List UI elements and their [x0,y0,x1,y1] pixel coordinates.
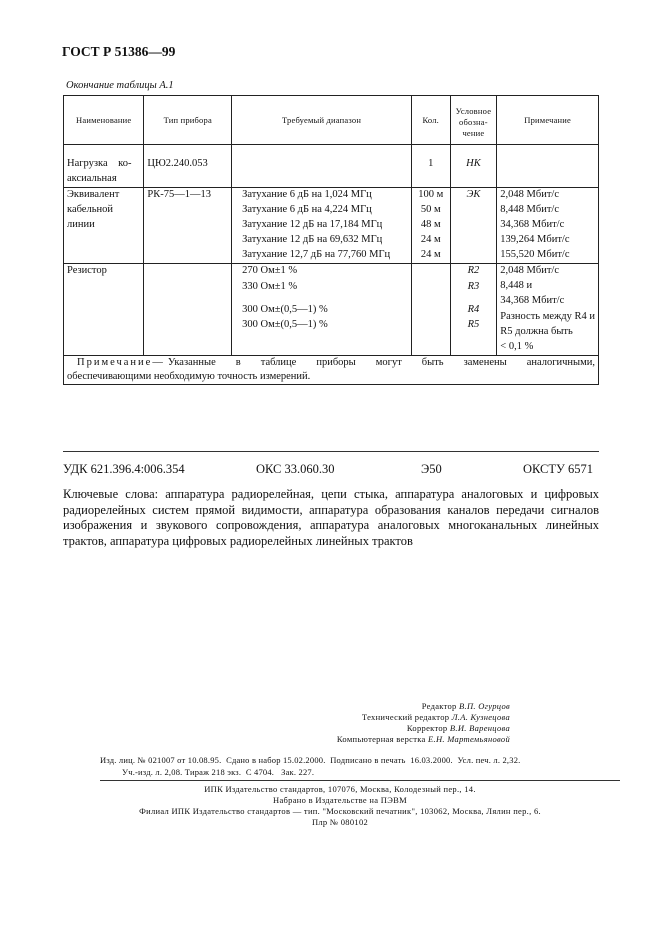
divider-line [63,451,599,452]
note-line: 2,048 Мбит/с [500,189,559,200]
table-row [64,145,599,188]
cell-note [497,264,599,356]
range-line: 300 Ом±(0,5—1) % [242,319,328,330]
qty-line: 1 [428,158,434,169]
cell-range [232,264,412,356]
credit-line [150,734,510,745]
credit-person: В.П. Огурцов [459,701,510,711]
range-line: Затухание 6 дБ на 1,024 МГц [242,189,372,200]
qty-line: 50 м [420,204,441,215]
symbol-line: R3 [467,281,480,292]
e-code: Э50 [421,462,442,476]
symbol-line: ЭК [466,189,481,200]
cell-name [64,145,144,188]
range-line: 330 Ом±1 % [242,281,298,292]
imprint-line: Изд. лиц. № 021007 от 10.08.95. Сдано в набор 15.02.2000. Подписано в печать 16.03.2000. Усл. печ. л. 2,32. [100,755,521,765]
udk-code: УДК 621.396.4:006.354 [63,462,185,476]
name-line: линии [67,219,95,230]
table-caption: Окончание таблицы А.1 [66,80,174,91]
cell-symbol [450,188,497,264]
col-header-note: Примечание [497,96,599,145]
credit-person: Л.А. Кузнецова [451,712,510,722]
table-row [64,264,599,356]
symbol-line: НК [466,158,481,169]
credit-role: Компьютерная верстка [336,734,426,744]
qty-line: 100 м [418,189,444,200]
note-line: 2,048 Мбит/с [500,265,559,276]
cell-qty [411,145,450,188]
col-header-symbol-line: чение [462,127,485,138]
col-header-qty: Кол. [411,96,450,145]
note-line: 155,520 Мбит/с [500,249,570,260]
col-header-symbol-line: обозна- [459,116,488,127]
note-text: — Указанные в таблице приборы могут быть заменены аналогичными, обеспечивающими необходимую точность измерений. [67,357,598,382]
credit-role: Редактор [421,701,457,711]
qty-line: 48 м [420,219,441,230]
note-line: Разность между R4 и [500,311,595,322]
okstu-code: ОКСТУ 6571 [523,462,594,476]
cell-type: РК-75—1—13 [144,188,232,264]
note-line: R5 должна быть [500,326,573,337]
credits-block [150,701,510,745]
symbol-line: R5 [467,319,480,330]
note-line: < 0,1 % [500,341,534,352]
publisher-line: ИПК Издательство стандартов, 107076, Москва, Колодезный пер., 14. [204,784,476,794]
name-line: Нагрузка ко- [67,158,132,169]
range-line: Затухание 12,7 дБ на 77,760 МГц [242,249,391,260]
range-line: Затухание 6 дБ на 4,224 МГц [242,204,372,215]
credit-role: Технический редактор [361,712,450,722]
imprint-line: Уч.-изд. л. 2,08. Тираж 218 экз. С 4704. Зак. 227. [122,766,315,777]
cell-name [64,188,144,264]
keywords: Ключевые слова: аппаратура радиорелейная, цепи стыка, аппаратура аналоговых и цифровых радиорелейных систем прямой видимости, аппаратура образования каналов передачи сигналов изображения и звукового сопровождения, аппаратура аналоговых многоканальных линейных трактов, аппаратура цифровых радиорелейных линейных трактов [63,487,599,548]
table-header-row [64,96,599,145]
name-line: кабельной [67,204,113,215]
col-header-name: Наименование [64,96,144,145]
credit-line [150,701,510,712]
note-line: 34,368 Мбит/с [500,219,565,230]
oks-code: ОКС 33.060.30 [256,462,335,476]
credit-line [150,723,510,734]
publisher-block [60,784,620,828]
cell-name [64,264,144,356]
table-row [64,188,599,264]
col-header-range: Требуемый диапазон [232,96,412,145]
cell-type: ЦЮ2.240.053 [144,145,232,188]
name-line: Эквивалент [67,189,120,200]
credit-person: В.И. Варенцова [449,723,510,733]
cell-range [232,188,412,264]
note-line: 8,448 и [500,280,533,291]
publisher-line: Филиал ИПК Издательство стандартов — тип. "Московский печатник", 103062, Москва, Лялин пер., 6. [139,806,541,816]
table-note [64,356,599,385]
cell-note [497,145,599,188]
cell-qty [411,264,450,356]
table-note-row [64,356,599,385]
qty-line: 24 м [420,249,441,260]
credit-role: Корректор [406,723,448,733]
instruments-table [63,95,599,385]
note-line: 139,264 Мбит/с [500,234,570,245]
note-label: Примечание [77,357,153,368]
symbol-line: R4 [467,304,480,315]
imprint-block [100,755,620,778]
col-header-type: Тип прибора [144,96,232,145]
note-line: 8,448 Мбит/с [500,204,559,215]
symbol-line: R2 [467,265,480,276]
cell-range [232,145,412,188]
divider-line [100,780,620,781]
range-line: 270 Ом±1 % [242,265,298,276]
credit-line [150,712,510,723]
cell-qty [411,188,450,264]
cell-note [497,188,599,264]
cell-type [144,264,232,356]
range-line: Затухание 12 дБ на 17,184 МГц [242,219,383,230]
cell-symbol [450,145,497,188]
name-line: Резистор [67,265,107,276]
publisher-line: Набрано в Издательстве на ПЭВМ [273,795,407,805]
col-header-symbol [450,96,497,145]
range-line: 300 Ом±(0,5—1) % [242,304,328,315]
note-line: 34,368 Мбит/с [500,295,565,306]
col-header-symbol-line: Условное [455,105,492,116]
qty-line: 24 м [420,234,441,245]
name-line: аксиальная [67,173,117,184]
range-line: Затухание 12 дБ на 69,632 МГц [242,234,383,245]
cell-symbol [450,264,497,356]
publisher-line: Плр № 080102 [311,817,369,827]
standard-header: ГОСТ Р 51386—99 [62,44,176,59]
credit-person: Е.Н. Мартемьяновой [428,734,510,744]
